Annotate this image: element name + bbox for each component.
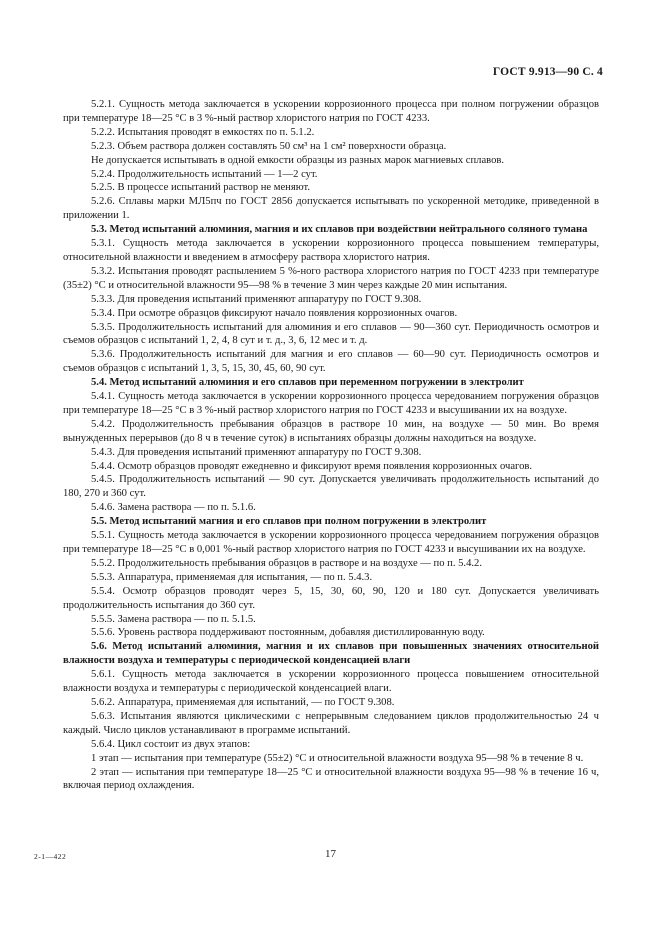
- page-number: 17: [325, 848, 336, 860]
- paragraph: 5.5.5. Замена раствора — по п. 5.1.5.: [91, 613, 256, 625]
- section-heading: 5.6. Метод испытаний алюминия, магния и их сплавов при повышенных значениях относительной влажности воздуха и температуры с периодической конденсацией влаги: [63, 641, 599, 667]
- paragraph: 5.4.2. Продолжительность пребывания образцов в растворе 10 мин, на воздухе — 50 мин. Во время вынужденных перерывов (до 8 ч в течение суток) в испытаниях образцы должны находиться на воздухе.: [63, 418, 599, 444]
- paragraph: 5.5.3. Аппаратура, применяемая для испытания, — по п. 5.4.3.: [91, 571, 373, 583]
- paragraph: 5.2.5. В процессе испытаний раствор не меняют.: [91, 182, 310, 194]
- paragraph: 5.3.5. Продолжительность испытаний для алюминия и его сплавов — 90—360 сут. Периодичность осмотров и съемов образцов с испытаний 1, 2, 4, 8 сут и т. д., 3, 6, 12 мес и т. д.: [63, 321, 599, 347]
- paragraph: 5.5.6. Уровень раствора поддерживают постоянным, добавляя дистиллированную воду.: [91, 627, 485, 639]
- paragraph: 5.4.6. Замена раствора — по п. 5.1.6.: [91, 502, 256, 514]
- paragraph: 5.4.1. Сущность метода заключается в ускорении коррозионного процесса чередованием погружения образцов при температуре 18—25 °С в 3 %-ный раствор хлористого натрия по ГОСТ 4233 и высушивании их на воздухе.: [63, 391, 599, 416]
- paragraph: 5.2.2. Испытания проводят в емкостях по п. 5.1.2.: [91, 126, 315, 138]
- paragraph: 5.3.1. Сущность метода заключается в ускорении коррозионного процесса повышением температуры, относительной влажности и введением в атмосферу раствора хлористого натрия.: [63, 238, 599, 263]
- paragraph: 5.4.4. Осмотр образцов проводят ежедневно и фиксируют время появления коррозионных очагов.: [91, 460, 533, 472]
- paragraph: 5.6.2. Аппаратура, применяемая для испытаний, — по ГОСТ 9.308.: [91, 696, 395, 708]
- paragraph: 5.3.3. Для проведения испытаний применяют аппаратуру по ГОСТ 9.308.: [91, 293, 422, 305]
- paragraph: 5.5.1. Сущность метода заключается в ускорении коррозионного процесса чередованием погружения образцов при температуре 18—25 °С в 0,001 %-ный раствор хлористого натрия по ГОСТ 4233 и высушивании их на воздухе.: [63, 530, 599, 555]
- paragraph: 5.2.4. Продолжительность испытаний — 1—2 сут.: [91, 168, 318, 180]
- paragraph: 5.3.6. Продолжительность испытаний для магния и его сплавов — 60—90 сут. Периодичность осмотров и съемов образцов с испытаний 1, 3, 5, 15, 30, 45, 60, 90 сут.: [63, 349, 599, 375]
- paragraph: 5.5.2. Продолжительность пребывания образцов в растворе и на воздухе — по п. 5.4.2.: [91, 557, 482, 569]
- paragraph: 5.4.5. Продолжительность испытаний — 90 сут. Допускается увеличивать продолжительность испытаний до 180, 270 и 360 сут.: [63, 474, 599, 500]
- paragraph: 5.2.1. Сущность метода заключается в ускорении коррозионного процесса при полном погружении образцов при температуре 18—25 °С в 3 %-ный раствор хлористого натрия по ГОСТ 4233.: [63, 99, 599, 124]
- paragraph: 5.6.3. Испытания являются циклическими с непрерывным следованием циклов продолжительностью 24 ч каждый. Число циклов устанавливают в программе испытаний.: [63, 710, 599, 736]
- section-heading: 5.4. Метод испытаний алюминия и его сплавов при переменном погружении в электролит: [91, 377, 524, 389]
- paragraph: 5.6.1. Сущность метода заключается в ускорении коррозионного процесса повышением относительной влажности воздуха и температуры с периодической конденсацией влаги.: [63, 669, 599, 695]
- paragraph: 1 этап — испытания при температуре (55±2) °С и относительной влажности воздуха 95—98 % в течение 8 ч.: [91, 752, 584, 764]
- print-code: 2-1—422: [34, 852, 67, 861]
- paragraph: 5.4.3. Для проведения испытаний применяют аппаратуру по ГОСТ 9.308.: [91, 446, 422, 458]
- page-header: ГОСТ 9.913—90 С. 4: [492, 66, 603, 78]
- document-body: [63, 98, 599, 793]
- section-heading: 5.5. Метод испытаний магния и его сплавов при полном погружении в электролит: [91, 516, 487, 528]
- paragraph: 5.2.3. Объем раствора должен составлять 50 см³ на 1 см² поверхности образца.: [91, 140, 447, 152]
- paragraph: 2 этап — испытания при температуре 18—25 °С и относительной влажности воздуха 95—98 % в течение 16 ч, включая период охлаждения.: [63, 766, 599, 792]
- paragraph: 5.2.6. Сплавы марки МЛ5пч по ГОСТ 2856 допускается испытывать по ускоренной методике, приведенной в приложении 1.: [63, 196, 599, 222]
- paragraph: 5.5.4. Осмотр образцов проводят через 5, 15, 30, 60, 90, 120 и 180 сут. Допускается увеличивать продолжительность испытания до 360 сут.: [63, 585, 599, 611]
- paragraph: 5.6.4. Цикл состоит из двух этапов:: [91, 738, 251, 750]
- paragraph: 5.3.4. При осмотре образцов фиксируют начало появления коррозионных очагов.: [91, 307, 458, 319]
- section-heading: 5.3. Метод испытаний алюминия, магния и их сплавов при воздействии нейтрального соляного тумана: [91, 224, 588, 236]
- paragraph: Не допускается испытывать в одной емкости образцы из разных марок магниевых сплавов.: [91, 154, 505, 166]
- paragraph: 5.3.2. Испытания проводят распылением 5 %-ного раствора хлористого натрия по ГОСТ 4233 при температуре (35±2) °С и относительной влажности 95—98 % в течение 3 мин через каждые 20 мин испытания.: [63, 265, 599, 291]
